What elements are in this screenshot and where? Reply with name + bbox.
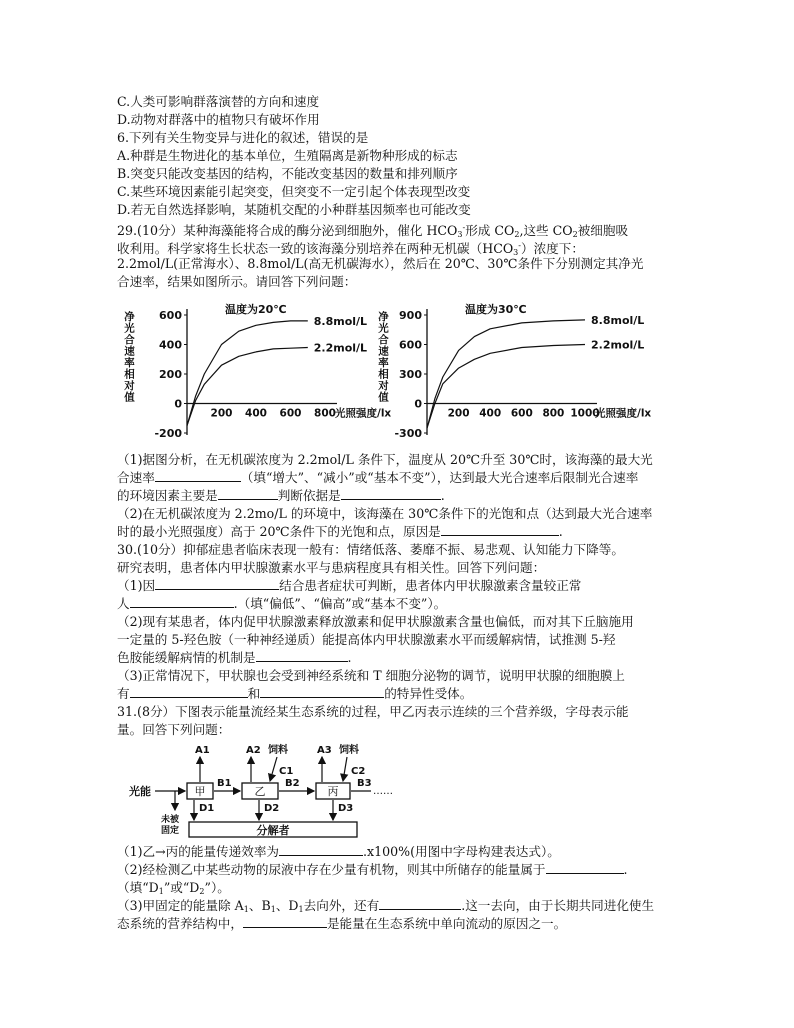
series-label-2: 2.2mol/L [313,341,368,355]
label-b1: B1 [217,778,232,789]
y-tick-label: 300 [399,368,422,381]
y-tick-label: 0 [174,397,182,411]
series-label-2: 2.2mol/L [591,338,645,352]
x-axis-label: 光照强度/lx [335,407,392,420]
q29-p1-line-2: 合速率 （填“增大”、“减小”或“基本不变”），达到最大光合速率后限制光合速率 [117,470,639,485]
answer-blank[interactable] [130,685,248,698]
label-d2: D2 [264,803,280,814]
label-a3: A3 [317,745,332,756]
q29-line-3: 2.2mol/L(正常海水）、8.8mol/L(高无机碳海水），然后在 20℃、30℃条件下分别测定其净光 [117,256,644,271]
label-unfixed-2: 固定 [161,826,180,836]
label-feed-2: 饲料 [339,745,359,756]
label-c2: C2 [351,766,366,777]
label-feed-1: 饲料 [268,745,288,756]
x-tick-label: 600 [279,407,302,420]
y-tick-label: 900 [399,309,422,322]
label-sunlight: 光能 [129,785,151,798]
label-ellipsis: …… [373,786,393,797]
energy-flow-diagram [125,740,425,840]
q6-option-b: B.突变只能改变基因的结构，不能改变基因的数量和排列顺序 [117,166,458,181]
x-tick-label: 800 [542,407,565,420]
x-tick-label: 400 [479,407,502,420]
x-tick-label: 600 [510,407,533,420]
answer-blank[interactable] [279,843,363,856]
q30-p3-line-1: （3)正常情况下，甲状腺也会受到神经系统和 T 细胞分泌物的调节，说明甲状腺的细胞膜上 [117,668,625,683]
y-tick-label: 600 [399,338,422,352]
chart-title: 温度为30℃ [465,303,527,316]
answer-blank[interactable] [256,649,348,662]
q31-line-2: 量。回答下列问题： [117,722,231,737]
series-label-1: 8.8mol/L [313,314,368,328]
q31-line-1: 31.(8分）下图表示能量流经某生态系统的过程，甲乙丙表示连续的三个营养级，字母表示能 [117,704,629,719]
series-label-1: 8.8mol/L [591,313,645,327]
x-tick-label: 200 [447,407,470,420]
label-bing: 丙 [327,785,339,798]
label-b2: B2 [285,778,300,789]
chart-30c [375,295,675,443]
q6-stem: 6.下列有关生物变异与进化的叙述，错误的是 [117,130,369,145]
q29-p1-line-1: （1)据图分析，在无机碳浓度为 2.2mol/L 条件下，温度从 20℃升至 30℃时，该海藻的最大光 [117,452,653,467]
q29-line-2: 收利用。科学家将生长状态一致的该海藻分别培养在两种无机碳$(HCO_3^-)$浓度下： [117,241,584,257]
label-unfixed-1: 未被 [161,815,180,825]
q29-p1-line-3: 的环境因素主要是 判断依据是 . [117,488,445,503]
y-tick-label: -300 [394,427,422,440]
x-tick-label: 1000 [570,407,600,420]
label-a2: A2 [246,745,261,756]
label-jia: 甲 [194,785,206,798]
q29-p2-line-2: 时的最小光照强度）高于 20℃条件下的光饱和点，原因是 . [117,524,563,539]
q30-p2-line-1: （2)现有某患者，体内促甲状腺激素释放激素和促甲状腺激素含量也偏低，而对其下丘脑施用 [117,614,634,629]
q30-p2-line-2: 一定量的 5-羟色胺（一种神经递质）能提高体内甲状腺激素水平而缓解病情，试推测 5-羟 [117,632,616,647]
label-d1: D1 [199,803,215,814]
y-tick-label: 0 [414,397,422,411]
answer-blank[interactable] [441,523,559,536]
x-tick-label: 400 [245,407,267,420]
label-yi: 乙 [254,785,266,798]
q31-p3-line-2: 态系统的营养结构中， 是能量在生态系统中单向流动的原因之一。 [117,916,567,931]
y-tick-label: 200 [159,368,182,381]
y-tick-label: 400 [159,338,182,352]
label-decomposer: 分解者 [256,824,290,837]
q5-option-c: C.人类可影响群落演替的方向和速度 [117,94,320,109]
q30-p1-line-1: （1)因 结合患者症状可判断，患者体内甲状腺激素含量较正常 [117,578,582,593]
answer-blank[interactable] [341,487,441,500]
q5-option-d: D.动物对群落中的植物只有破坏作用 [117,112,320,127]
q31-p2-line-2: （填“$D_1$”或“$D_2$”）。 [117,880,230,896]
q30-p1-line-2: 人 .（填“偏低”、“偏高”或“基本不变”）。 [117,596,447,611]
q31-p3-line-1: （3)甲固定的能量除 $A_1$、$B_1$、$D_1$去向外，还有 .这一去向，由于长期共同进化使生 [117,898,655,914]
chart-title: 温度为20℃ [225,303,287,316]
answer-blank[interactable] [130,595,234,608]
answer-blank[interactable] [155,469,241,482]
q31-p2-line-1: （2)经检测乙中某些动物的尿液中存在少量有机物，则其中所储存的能量属于 . [117,862,628,877]
label-c1: C1 [279,766,294,777]
answer-blank[interactable] [379,897,461,910]
x-tick-label: 800 [314,407,336,420]
label-d3: D3 [338,803,354,814]
answer-blank[interactable] [243,915,327,928]
y-tick-label: -200 [154,427,182,440]
q29-p2-line-1: （2)在无机碳浓度为 2.2mo/L 的环境中，该海藻在 30℃条件下的光饱和点（达到最大光合速率 [117,506,653,521]
q6-option-c: C.某些环境因素能引起突变，但突变不一定引起个体表现型改变 [117,184,471,199]
q30-p3-line-2: 有 和 的特异性受体。 [117,686,473,701]
q31-p1: （1)乙→丙的能量传递效率为 .x100%(用图中字母构建表达式）。 [117,844,560,859]
q29-line-1: 29.(10分）某种海藻能将合成的酶分泌到细胞外，催化 $HCO_3^-$形成 $CO_2$,这些 $CO_2$被细胞吸 [117,223,629,239]
q30-line-2: 研究表明，患者体内甲状腺激素水平与患病程度具有相关性。回答下列问题： [117,560,546,575]
q6-option-d: D.若无自然选择影响，某随机交配的小种群基因频率也可能改变 [117,202,471,217]
q6-option-a: A.种群是生物进化的基本单位，生殖隔离是新物种形成的标志 [117,148,458,163]
y-axis-label: 净光合速率相对值 [123,311,135,403]
y-axis-label: 净光合速率相对值 [377,311,389,403]
y-tick-label: 600 [159,309,182,322]
x-tick-label: 200 [210,407,233,420]
q30-line-1: 30.(10分）抑郁症患者临床表现一般有：情绪低落、萎靡不振、易悲观、认知能力下降等。 [117,542,624,557]
q30-p2-line-3: 色胺能缓解病情的机制是 . [117,650,352,665]
answer-blank[interactable] [155,577,279,590]
answer-blank[interactable] [260,685,384,698]
answer-blank[interactable] [218,487,278,500]
answer-blank[interactable] [546,861,624,874]
x-axis-label: 光照强度/lx [595,407,652,420]
chart-20c [115,295,392,443]
label-a1: A1 [195,745,210,756]
label-b3: B3 [357,778,372,789]
q29-line-4: 合速率，结果如图所示。请回答下列问题： [117,274,357,289]
